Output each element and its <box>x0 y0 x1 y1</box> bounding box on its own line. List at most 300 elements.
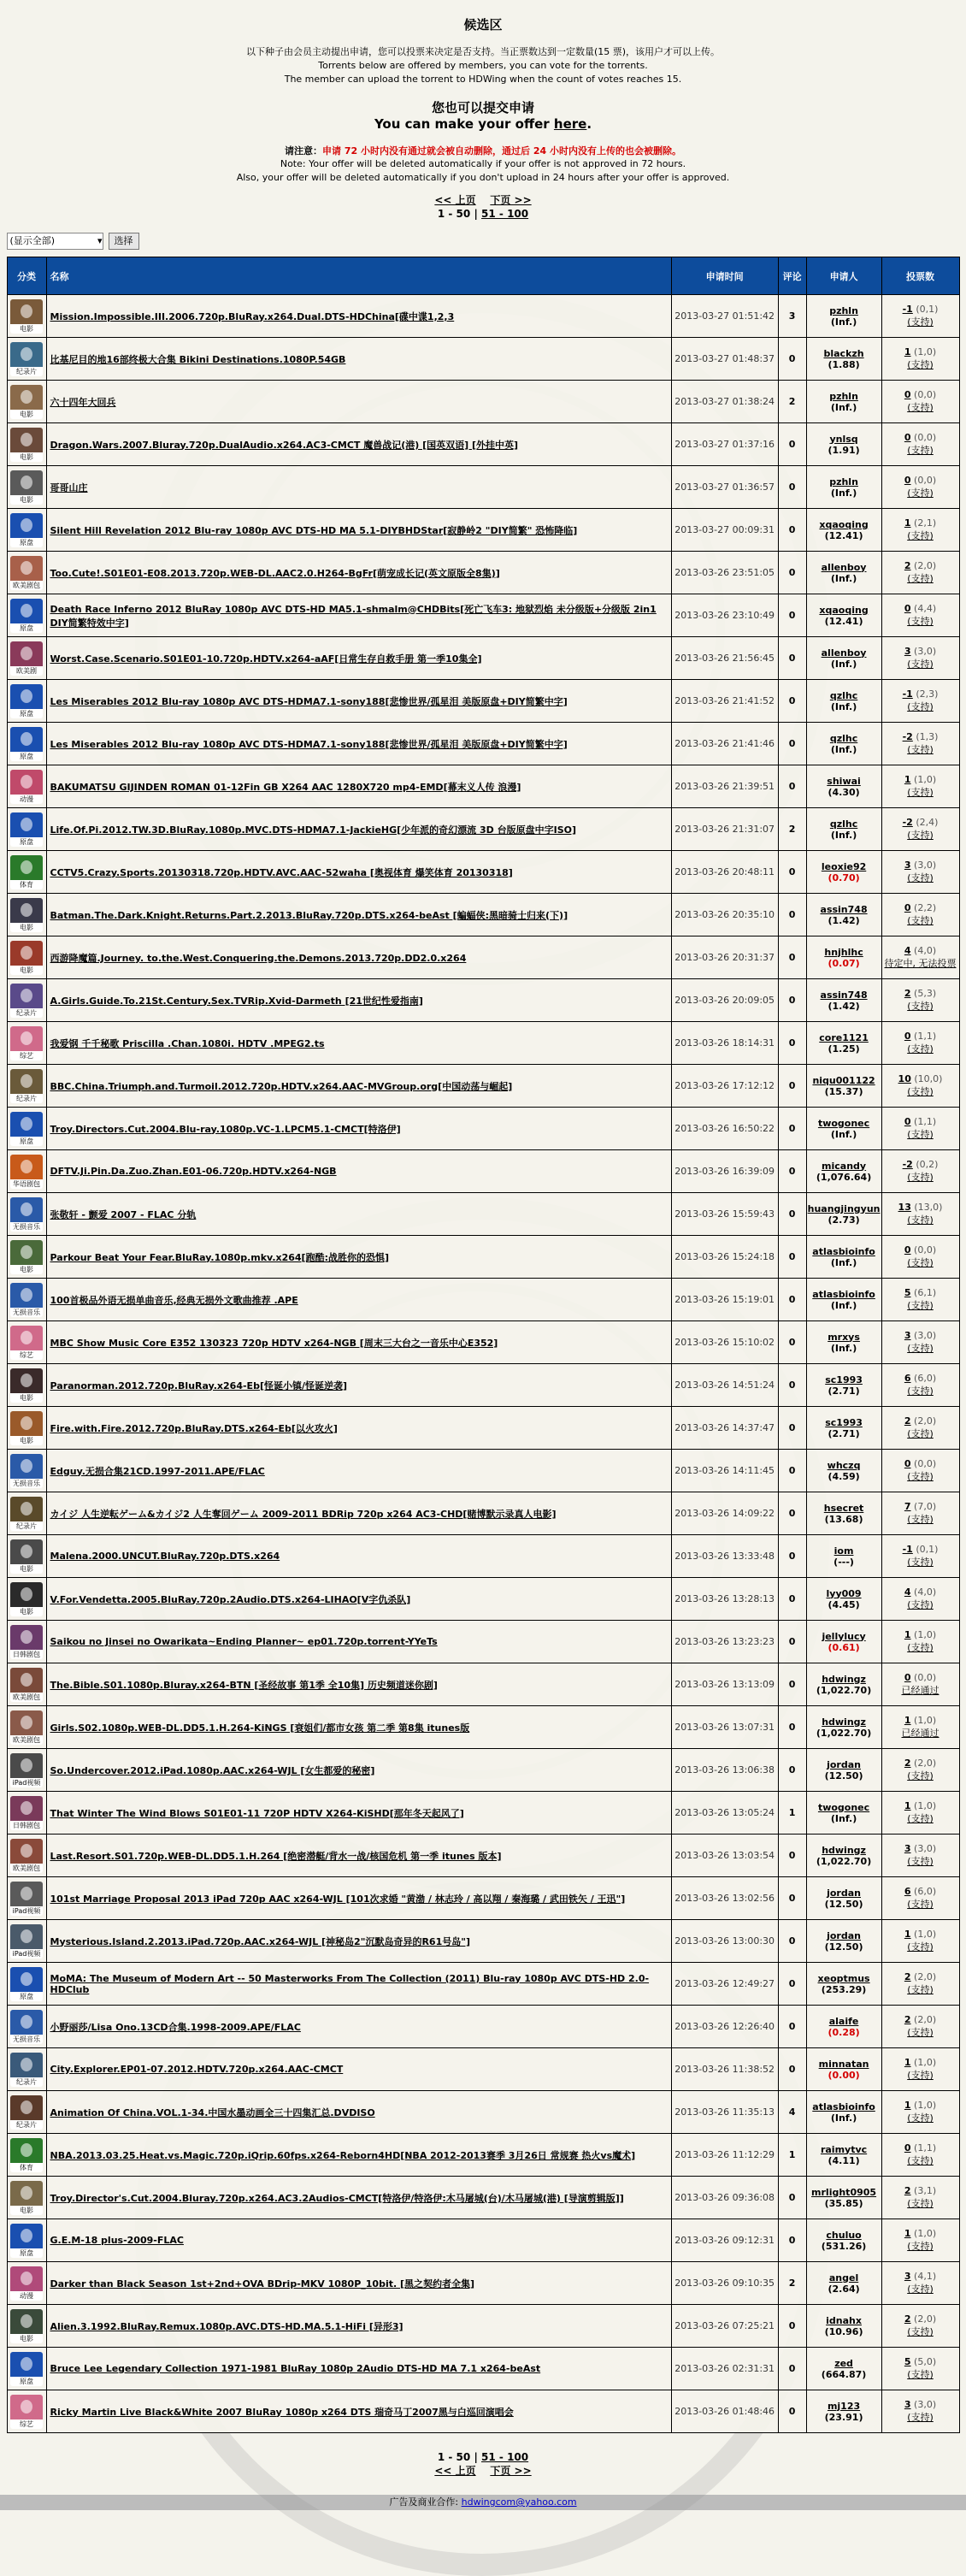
vote-count[interactable]: 0 <box>904 389 911 400</box>
support-link[interactable]: (支持) <box>907 2369 934 2380</box>
username-link[interactable]: allenboy <box>821 561 867 573</box>
username-link[interactable]: jordan <box>827 1929 861 1941</box>
category-icon[interactable] <box>10 1539 43 1574</box>
comment-count[interactable]: 0 <box>778 509 806 552</box>
torrent-name-link[interactable]: 小野丽莎/Lisa Ono.13CD合集.1998-2009.APE/FLAC <box>50 2021 301 2033</box>
vote-count[interactable]: 4 <box>904 945 911 956</box>
comment-count[interactable]: 0 <box>778 1663 806 1706</box>
comment-count[interactable]: 0 <box>778 680 806 723</box>
vote-count[interactable]: 7 <box>904 1501 911 1512</box>
vote-count[interactable]: 1 <box>904 1929 911 1940</box>
vote-count[interactable]: 0 <box>904 1031 911 1042</box>
support-link[interactable]: (支持) <box>907 1770 934 1781</box>
comment-count[interactable]: 4 <box>778 2091 806 2134</box>
category-icon[interactable] <box>10 2224 43 2258</box>
username-link[interactable]: shiwai <box>827 775 861 787</box>
torrent-name-link[interactable]: Saikou no Jinsei no Owarikata~Ending Planner~ ep01.720p.torrent-YYeTs <box>50 1636 438 1647</box>
category-icon[interactable] <box>10 1283 43 1317</box>
category-icon[interactable] <box>10 1197 43 1232</box>
next-range-link[interactable]: 51 - 100 <box>481 208 529 220</box>
username-link[interactable]: pzhln <box>829 304 858 316</box>
comment-count[interactable]: 0 <box>778 979 806 1022</box>
category-icon[interactable] <box>10 556 43 590</box>
comment-count[interactable]: 0 <box>778 1321 806 1364</box>
vote-count[interactable]: 0 <box>904 603 911 614</box>
torrent-name-link[interactable]: So.Undercover.2012.iPad.1080p.AAC.x264-WJL [女生都爱的秘密] <box>50 1764 375 1776</box>
category-icon[interactable] <box>10 898 43 932</box>
torrent-name-link[interactable]: City.Explorer.EP01-07.2012.HDTV.720p.x264.AAC-CMCT <box>50 2064 344 2075</box>
category-icon[interactable] <box>10 1368 43 1403</box>
comment-count[interactable]: 0 <box>778 2348 806 2390</box>
support-link[interactable]: 已经通过 <box>901 1728 939 1739</box>
support-link[interactable]: (支持) <box>907 316 934 328</box>
comment-count[interactable]: 0 <box>778 1578 806 1621</box>
support-link[interactable]: (支持) <box>907 573 934 584</box>
support-link[interactable]: (支持) <box>907 787 934 798</box>
torrent-name-link[interactable]: Darker than Black Season 1st+2nd+OVA BDrip-MKV 1080P_10bit. [黑之契约者全集] <box>50 2278 475 2289</box>
comment-count[interactable]: 0 <box>778 1108 806 1150</box>
username-link[interactable]: mrlight0905 <box>811 2186 877 2198</box>
username-link[interactable]: xqaoqing <box>819 604 869 616</box>
support-link[interactable]: (支持) <box>907 1514 934 1525</box>
support-link[interactable]: (支持) <box>907 872 934 883</box>
comment-count[interactable]: 0 <box>778 2305 806 2348</box>
comment-count[interactable]: 0 <box>778 1193 806 1236</box>
comment-count[interactable]: 0 <box>778 1236 806 1279</box>
torrent-name-link[interactable]: Dragon.Wars.2007.Bluray.720p.DualAudio.x264.AC3-CMCT 魔兽战记(港) [国英双语] [外挂中英] <box>50 439 519 451</box>
vote-count[interactable]: 13 <box>898 1202 911 1213</box>
comment-count[interactable]: 1 <box>778 2134 806 2177</box>
comment-count[interactable]: 0 <box>778 1835 806 1877</box>
username-link[interactable]: hdwingz <box>822 1716 866 1728</box>
comment-count[interactable]: 0 <box>778 765 806 808</box>
support-link[interactable]: (支持) <box>907 1557 934 1568</box>
torrent-name-link[interactable]: Silent Hill Revelation 2012 Blu-ray 1080p AVC DTS-HD MA 5.1-DIYBHDStar[寂静岭2 "DIY简繁" 恐怖降临] <box>50 524 578 536</box>
torrent-name-link[interactable]: Last.Resort.S01.720p.WEB-DL.DD5.1.H.264 [绝密潜艇/背水一战/核国危机 第一季 itunes 版本] <box>50 1850 502 1862</box>
username-link[interactable]: qzlhc <box>829 689 858 701</box>
support-link[interactable]: (支持) <box>907 1214 934 1226</box>
username-link[interactable]: hnjhlhc <box>824 946 863 958</box>
torrent-name-link[interactable]: Life.Of.Pi.2012.TW.3D.BluRay.1080p.MVC.DTS-HDMA7.1-JackieHG[少年派的奇幻漂流 3D 台版原盘中字ISO] <box>50 824 577 836</box>
username-link[interactable]: ynlsq <box>829 433 858 445</box>
username-link[interactable]: xqaoqing <box>819 518 869 530</box>
vote-count[interactable]: 1 <box>904 774 911 785</box>
comment-count[interactable]: 0 <box>778 1749 806 1792</box>
category-icon[interactable] <box>10 1882 43 1916</box>
category-icon[interactable] <box>10 2053 43 2087</box>
torrent-name-link[interactable]: Death Race Inferno 2012 BluRay 1080p AVC DTS-HD MA5.1-shmalm@CHDBits[死亡飞车3: 地狱烈焰 未分级版+分级版 2in1 DIY简繁特效中字] <box>50 603 657 629</box>
next-page-link[interactable]: 下页 >> <box>490 2465 532 2477</box>
support-link[interactable]: (支持) <box>907 2412 934 2423</box>
username-link[interactable]: twogonec <box>817 1117 870 1129</box>
category-icon[interactable] <box>10 2138 43 2172</box>
category-icon[interactable] <box>10 428 43 462</box>
comment-count[interactable]: 0 <box>778 936 806 979</box>
username-link[interactable]: huangjingyun <box>807 1202 881 1214</box>
comment-count[interactable]: 0 <box>778 723 806 765</box>
torrent-name-link[interactable]: V.For.Vendetta.2005.BluRay.720p.2Audio.DTS.x264-LIHAO[V字仇杀队] <box>50 1593 411 1605</box>
category-icon[interactable] <box>10 1668 43 1702</box>
comment-count[interactable]: 3 <box>778 295 806 338</box>
comment-count[interactable]: 0 <box>778 1450 806 1492</box>
comment-count[interactable]: 0 <box>778 1492 806 1535</box>
support-link[interactable]: (支持) <box>907 1172 934 1183</box>
col-votes[interactable]: 投票数 <box>881 257 959 295</box>
comment-count[interactable]: 1 <box>778 1792 806 1835</box>
vote-count[interactable]: 0 <box>904 432 911 443</box>
username-link[interactable]: jordan <box>827 1887 861 1899</box>
vote-count[interactable]: 2 <box>904 2313 911 2325</box>
support-link[interactable]: (支持) <box>907 1599 934 1610</box>
torrent-name-link[interactable]: 六十四年大回兵 <box>50 396 116 408</box>
category-icon[interactable] <box>10 299 43 334</box>
category-icon[interactable] <box>10 1155 43 1189</box>
category-icon[interactable] <box>10 1026 43 1061</box>
next-range-link[interactable]: 51 - 100 <box>481 2451 529 2463</box>
torrent-name-link[interactable]: カイジ 人生逆転ゲーム&カイジ2 人生奪回ゲーム 2009-2011 BDRip 720p x264 AC3-CHD[赌博默示录真人电影] <box>50 1508 557 1520</box>
vote-count[interactable]: 0 <box>904 902 911 913</box>
username-link[interactable]: qzlhc <box>829 818 858 830</box>
username-link[interactable]: lyy009 <box>826 1587 862 1599</box>
comment-count[interactable]: 0 <box>778 2006 806 2048</box>
comment-count[interactable]: 0 <box>778 552 806 594</box>
support-link[interactable]: (支持) <box>907 2112 934 2124</box>
username-link[interactable]: angel <box>828 2272 859 2284</box>
support-link[interactable]: (支持) <box>907 402 934 413</box>
comment-count[interactable]: 0 <box>778 2219 806 2262</box>
support-link[interactable]: (支持) <box>907 1001 934 1012</box>
support-link[interactable]: (支持) <box>907 445 934 456</box>
vote-count[interactable]: 5 <box>904 1287 911 1298</box>
comment-count[interactable]: 0 <box>778 894 806 936</box>
ad-email-link[interactable]: hdwingcom@yahoo.com <box>461 2496 577 2508</box>
vote-count[interactable]: 0 <box>904 2142 911 2154</box>
torrent-name-link[interactable]: 张敬轩 - 颤爱 2007 - FLAC 分轨 <box>50 1208 197 1220</box>
vote-count[interactable]: 2 <box>904 988 911 999</box>
username-link[interactable]: allenboy <box>821 647 867 659</box>
vote-count[interactable]: 2 <box>904 1971 911 1982</box>
username-link[interactable]: whczq <box>827 1459 861 1471</box>
category-icon[interactable] <box>10 599 43 633</box>
support-link[interactable]: (支持) <box>907 1642 934 1653</box>
support-link[interactable]: (支持) <box>907 1428 934 1439</box>
torrent-name-link[interactable]: 我爱钢 千千秘歌 Priscilla .Chan.1080i. HDTV .MPEG2.ts <box>50 1037 325 1049</box>
category-icon[interactable] <box>10 2395 43 2429</box>
category-icon[interactable] <box>10 1924 43 1959</box>
vote-count[interactable]: 3 <box>904 1330 911 1341</box>
vote-count[interactable]: 4 <box>904 1586 911 1598</box>
torrent-name-link[interactable]: Edguy.无损合集21CD.1997-2011.APE/FLAC <box>50 1465 265 1477</box>
support-link[interactable]: (支持) <box>907 1086 934 1097</box>
support-link[interactable]: (支持) <box>907 744 934 755</box>
torrent-name-link[interactable]: 100首极品外语无损单曲音乐,经典无损外文歌曲推荐 .APE <box>50 1294 298 1306</box>
category-icon[interactable] <box>10 385 43 419</box>
col-category[interactable]: 分类 <box>7 257 46 295</box>
torrent-name-link[interactable]: G.E.M-18 plus-2009-FLAC <box>50 2235 184 2246</box>
support-link[interactable]: (支持) <box>907 830 934 841</box>
comment-count[interactable]: 2 <box>778 2262 806 2305</box>
category-icon[interactable] <box>10 342 43 376</box>
torrent-name-link[interactable]: Parkour Beat Your Fear.BluRay.1080p.mkv.x264[跑酷:战胜你的恐惧] <box>50 1251 390 1263</box>
vote-count[interactable]: -2 <box>902 817 913 828</box>
username-link[interactable]: idnahx <box>826 2314 862 2326</box>
username-link[interactable]: sc1993 <box>825 1416 863 1428</box>
category-icon[interactable] <box>10 684 43 718</box>
torrent-name-link[interactable]: 西游降魔篇.Journey. to.the.West.Conquering.the.Demons.2013.720p.DD2.0.x264 <box>50 952 467 964</box>
username-link[interactable]: atlasbioinfo <box>812 1288 875 1300</box>
vote-count[interactable]: 3 <box>904 2271 911 2282</box>
vote-count[interactable]: 3 <box>904 860 911 871</box>
comment-count[interactable]: 0 <box>778 1535 806 1578</box>
comment-count[interactable]: 0 <box>778 594 806 637</box>
torrent-name-link[interactable]: MoMA: The Museum of Modern Art -- 50 Masterworks From The Collection (2011) Blu-ray 1080p AVC DTS-HD 2.0-HDClub <box>50 1972 650 1995</box>
torrent-name-link[interactable]: Troy.Director's.Cut.2004.Bluray.720p.x264.AC3.2Audios-CMCT[特洛伊/特洛伊:木马屠城(台)/木马屠城(港) [导演剪辑版]] <box>50 2192 624 2204</box>
support-link[interactable]: (支持) <box>907 2070 934 2081</box>
vote-count[interactable]: 3 <box>904 2399 911 2410</box>
torrent-name-link[interactable]: DFTV.Ji.Pin.Da.Zuo.Zhan.E01-06.720p.HDTV.x264-NGB <box>50 1166 337 1177</box>
vote-count[interactable]: 1 <box>904 517 911 529</box>
vote-count[interactable]: 6 <box>904 1886 911 1897</box>
comment-count[interactable]: 0 <box>778 338 806 381</box>
vote-count[interactable]: 6 <box>904 1373 911 1384</box>
username-link[interactable]: twogonec <box>817 1801 870 1813</box>
username-link[interactable]: xeoptmus <box>817 1972 870 1984</box>
username-link[interactable]: assin748 <box>820 903 868 915</box>
support-link[interactable]: (支持) <box>907 659 934 670</box>
username-link[interactable]: hdwingz <box>822 1844 866 1856</box>
support-link[interactable]: (支持) <box>907 1984 934 1995</box>
vote-count[interactable]: 5 <box>904 2356 911 2367</box>
category-icon[interactable] <box>10 2010 43 2044</box>
comment-count[interactable]: 0 <box>778 2177 806 2219</box>
comment-count[interactable]: 0 <box>778 1706 806 1749</box>
username-link[interactable]: blackzh <box>823 347 864 359</box>
support-link[interactable]: (支持) <box>907 1300 934 1311</box>
username-link[interactable]: niqu001122 <box>812 1074 875 1086</box>
username-link[interactable]: hsecret <box>823 1502 864 1514</box>
comment-count[interactable]: 0 <box>778 2390 806 2433</box>
vote-count[interactable]: 1 <box>904 346 911 357</box>
prev-page-link[interactable]: << 上页 <box>434 194 476 206</box>
next-page-link[interactable]: 下页 >> <box>490 194 532 206</box>
support-link[interactable]: (支持) <box>907 2198 934 2209</box>
vote-count[interactable]: 1 <box>904 1629 911 1640</box>
category-icon[interactable] <box>10 1839 43 1873</box>
torrent-name-link[interactable]: Troy.Directors.Cut.2004.Blu-ray.1080p.VC-1.LPCM5.1-CMCT[特洛伊] <box>50 1123 401 1135</box>
category-icon[interactable] <box>10 1967 43 2001</box>
comment-count[interactable]: 0 <box>778 1150 806 1193</box>
vote-count[interactable]: 2 <box>904 1758 911 1769</box>
category-icon[interactable] <box>10 1454 43 1488</box>
comment-count[interactable]: 0 <box>778 2048 806 2091</box>
username-link[interactable]: raimytvc <box>820 2143 868 2155</box>
vote-count[interactable]: 2 <box>904 560 911 571</box>
username-link[interactable]: core1121 <box>819 1031 869 1043</box>
comment-count[interactable]: 0 <box>778 1364 806 1407</box>
vote-count[interactable]: 0 <box>904 1672 911 1683</box>
comment-count[interactable]: 0 <box>778 1065 806 1108</box>
torrent-name-link[interactable]: A.Girls.Guide.To.21St.Century.Sex.TVRip.Xvid-Darmeth [21世纪性爱指南] <box>50 995 423 1007</box>
comment-count[interactable]: 0 <box>778 466 806 509</box>
support-link[interactable]: (支持) <box>907 1941 934 1953</box>
comment-count[interactable]: 0 <box>778 637 806 680</box>
vote-count[interactable]: 1 <box>904 1800 911 1811</box>
category-icon[interactable] <box>10 727 43 761</box>
vote-count[interactable]: 1 <box>904 2057 911 2068</box>
support-link[interactable]: (支持) <box>907 1343 934 1354</box>
vote-count[interactable]: -2 <box>902 731 913 742</box>
username-link[interactable]: minnatan <box>818 2058 869 2070</box>
username-link[interactable]: atlasbioinfo <box>812 2100 875 2112</box>
category-icon[interactable] <box>10 2266 43 2301</box>
torrent-name-link[interactable]: Paranorman.2012.720p.BluRay.x264-Eb[怪诞小镇/怪诞逆袭] <box>50 1380 348 1391</box>
support-link[interactable]: (支持) <box>907 2027 934 2038</box>
torrent-name-link[interactable]: Fire.with.Fire.2012.720p.BluRay.DTS.x264-Eb[以火攻火] <box>50 1422 338 1434</box>
torrent-name-link[interactable]: Bruce Lee Legendary Collection 1971-1981 BluRay 1080p 2Audio DTS-HD MA 7.1 x264-beAst <box>50 2363 541 2374</box>
support-link[interactable]: (支持) <box>907 2284 934 2295</box>
vote-count[interactable]: 0 <box>904 475 911 486</box>
support-link[interactable]: (支持) <box>907 2241 934 2252</box>
vote-count[interactable]: -2 <box>902 1159 913 1170</box>
category-icon[interactable] <box>10 855 43 889</box>
comment-count[interactable]: 2 <box>778 808 806 851</box>
category-icon[interactable] <box>10 812 43 847</box>
category-icon[interactable] <box>10 641 43 676</box>
username-link[interactable]: chuluo <box>826 2229 862 2241</box>
category-icon[interactable] <box>10 1069 43 1103</box>
username-link[interactable]: pzhln <box>829 476 858 487</box>
category-icon[interactable] <box>10 470 43 505</box>
vote-count[interactable]: 1 <box>904 2228 911 2239</box>
support-link[interactable]: 待定中, 无法投票 <box>884 958 957 969</box>
torrent-name-link[interactable]: Les Miserables 2012 Blu-ray 1080p AVC DTS-HDMA7.1-sony188[悲惨世界/孤星泪 美版原盘+DIY简繁中字] <box>50 738 568 750</box>
username-link[interactable]: micandy <box>822 1160 867 1172</box>
username-link[interactable]: atlasbioinfo <box>812 1245 875 1257</box>
torrent-name-link[interactable]: 比基尼目的地16部终极大合集 Bikini Destinations.1080P.54GB <box>50 353 346 365</box>
vote-count[interactable]: 3 <box>904 646 911 657</box>
support-link[interactable]: (支持) <box>907 616 934 627</box>
category-icon[interactable] <box>10 1582 43 1616</box>
username-link[interactable]: iom <box>833 1545 854 1557</box>
support-link[interactable]: (支持) <box>907 1471 934 1482</box>
comment-count[interactable]: 0 <box>778 1621 806 1663</box>
support-link[interactable]: (支持) <box>907 1129 934 1140</box>
torrent-name-link[interactable]: 101st Marriage Proposal 2013 iPad 720p AAC x264-WJL [101次求婚 "黄渤 / 林志玲 / 高以翔 / 秦海璐 / 武田铁矢 / 王迅"] <box>50 1893 626 1905</box>
make-offer-link[interactable]: here <box>553 116 587 132</box>
comment-count[interactable]: 0 <box>778 1279 806 1321</box>
support-link[interactable]: (支持) <box>907 1043 934 1055</box>
username-link[interactable]: leoxie92 <box>821 860 867 872</box>
username-link[interactable]: mj123 <box>827 2400 861 2412</box>
vote-count[interactable]: 1 <box>904 1715 911 1726</box>
torrent-name-link[interactable]: Too.Cute!.S01E01-E08.2013.720p.WEB-DL.AAC2.0.H264-BgFr[萌宠成长记(英文原版全8集)] <box>50 567 500 579</box>
category-icon[interactable] <box>10 1625 43 1659</box>
comment-count[interactable]: 0 <box>778 1407 806 1450</box>
torrent-name-link[interactable]: Girls.S02.1080p.WEB-DL.DD5.1.H.264-KiNGS [衰姐们/都市女孩 第二季 第8集 itunes版 <box>50 1722 470 1734</box>
support-link[interactable]: (支持) <box>907 1257 934 1268</box>
category-icon[interactable] <box>10 1411 43 1445</box>
username-link[interactable]: sc1993 <box>825 1374 863 1385</box>
category-icon[interactable] <box>10 1326 43 1360</box>
category-icon[interactable] <box>10 2095 43 2130</box>
support-link[interactable]: 已经通过 <box>901 1685 939 1696</box>
col-comments[interactable]: 评论 <box>778 257 806 295</box>
category-icon[interactable] <box>10 1710 43 1745</box>
torrent-name-link[interactable]: Mysterious.Island.2.2013.iPad.720p.AAC.x264-WJL [神秘岛2"沉默岛奇异的R61号岛"] <box>50 1935 470 1947</box>
category-icon[interactable] <box>10 770 43 804</box>
username-link[interactable]: alaife <box>828 2015 859 2027</box>
vote-count[interactable]: 0 <box>904 1116 911 1127</box>
support-link[interactable]: (支持) <box>907 487 934 499</box>
category-icon[interactable] <box>10 1796 43 1830</box>
support-link[interactable]: (支持) <box>907 1856 934 1867</box>
vote-count[interactable]: 3 <box>904 1843 911 1854</box>
torrent-name-link[interactable]: NBA.2013.03.25.Heat.vs.Magic.720p.iQrip.60fps.x264-Reborn4HD[NBA 2012-2013赛季 3月26日 常规赛 热火vs魔术] <box>50 2149 636 2161</box>
vote-count[interactable]: 2 <box>904 2014 911 2025</box>
username-link[interactable]: jordan <box>827 1758 861 1770</box>
support-link[interactable]: (支持) <box>907 530 934 541</box>
category-icon[interactable] <box>10 513 43 547</box>
vote-count[interactable]: 2 <box>904 1415 911 1427</box>
torrent-name-link[interactable]: Animation Of China.VOL.1-34.中国水墨动画全三十四集汇总.DVDISO <box>50 2106 375 2118</box>
comment-count[interactable]: 0 <box>778 1022 806 1065</box>
vote-count[interactable]: 1 <box>904 2100 911 2111</box>
support-link[interactable]: (支持) <box>907 701 934 712</box>
col-user[interactable]: 申请人 <box>806 257 881 295</box>
torrent-name-link[interactable]: 哥哥山庄 <box>50 482 88 493</box>
category-icon[interactable] <box>10 2309 43 2343</box>
vote-count[interactable]: -1 <box>902 688 913 700</box>
username-link[interactable]: pzhln <box>829 390 858 402</box>
torrent-name-link[interactable]: That Winter The Wind Blows S01E01-11 720P HDTV X264-KiSHD[那年冬天起风了] <box>50 1807 464 1819</box>
vote-count[interactable]: -1 <box>902 304 913 315</box>
comment-count[interactable]: 2 <box>778 381 806 423</box>
torrent-name-link[interactable]: Alien.3.1992.BluRay.Remux.1080p.AVC.DTS-HD.MA.5.1-HiFi [异形3] <box>50 2320 403 2332</box>
comment-count[interactable]: 0 <box>778 423 806 466</box>
vote-count[interactable]: 2 <box>904 2185 911 2196</box>
username-link[interactable]: zed <box>834 2357 853 2369</box>
category-icon[interactable] <box>10 1753 43 1787</box>
vote-count[interactable]: 10 <box>898 1073 911 1084</box>
support-link[interactable]: (支持) <box>907 2155 934 2166</box>
col-name[interactable]: 名称 <box>46 257 671 295</box>
torrent-name-link[interactable]: The.Bible.S01.1080p.Bluray.x264-BTN [圣经故事 第1季 全10集] 历史频道迷你剧] <box>50 1679 438 1691</box>
category-icon[interactable] <box>10 2352 43 2386</box>
support-link[interactable]: (支持) <box>907 1813 934 1824</box>
support-link[interactable]: (支持) <box>907 359 934 370</box>
category-icon[interactable] <box>10 1497 43 1531</box>
category-icon[interactable] <box>10 2181 43 2215</box>
username-link[interactable]: assin748 <box>820 989 868 1001</box>
vote-count[interactable]: 0 <box>904 1244 911 1256</box>
category-icon[interactable] <box>10 984 43 1018</box>
comment-count[interactable]: 0 <box>778 851 806 894</box>
torrent-name-link[interactable]: Les Miserables 2012 Blu-ray 1080p AVC DTS-HDMA7.1-sony188[悲惨世界/孤星泪 美版原盘+DIY简繁中字] <box>50 695 568 707</box>
username-link[interactable]: hdwingz <box>822 1673 866 1685</box>
category-select[interactable] <box>7 233 103 250</box>
username-link[interactable]: qzlhc <box>829 732 858 744</box>
prev-page-link[interactable]: << 上页 <box>434 2465 476 2477</box>
vote-count[interactable]: 0 <box>904 1458 911 1469</box>
torrent-name-link[interactable]: Malena.2000.UNCUT.BluRay.720p.DTS.x264 <box>50 1551 280 1562</box>
comment-count[interactable]: 0 <box>778 1877 806 1920</box>
support-link[interactable]: (支持) <box>907 1385 934 1397</box>
vote-count[interactable]: -1 <box>902 1544 913 1555</box>
category-icon[interactable] <box>10 1112 43 1146</box>
torrent-name-link[interactable]: Batman.The.Dark.Knight.Returns.Part.2.2013.BluRay.720p.DTS.x264-beAst [蝙蝠侠:黑暗骑士归来(下)] <box>50 909 568 921</box>
filter-button[interactable]: 选择 <box>109 233 139 250</box>
torrent-name-link[interactable]: MBC Show Music Core E352 130323 720p HDTV x264-NGB [周末三大台之一音乐中心E352] <box>50 1337 498 1349</box>
